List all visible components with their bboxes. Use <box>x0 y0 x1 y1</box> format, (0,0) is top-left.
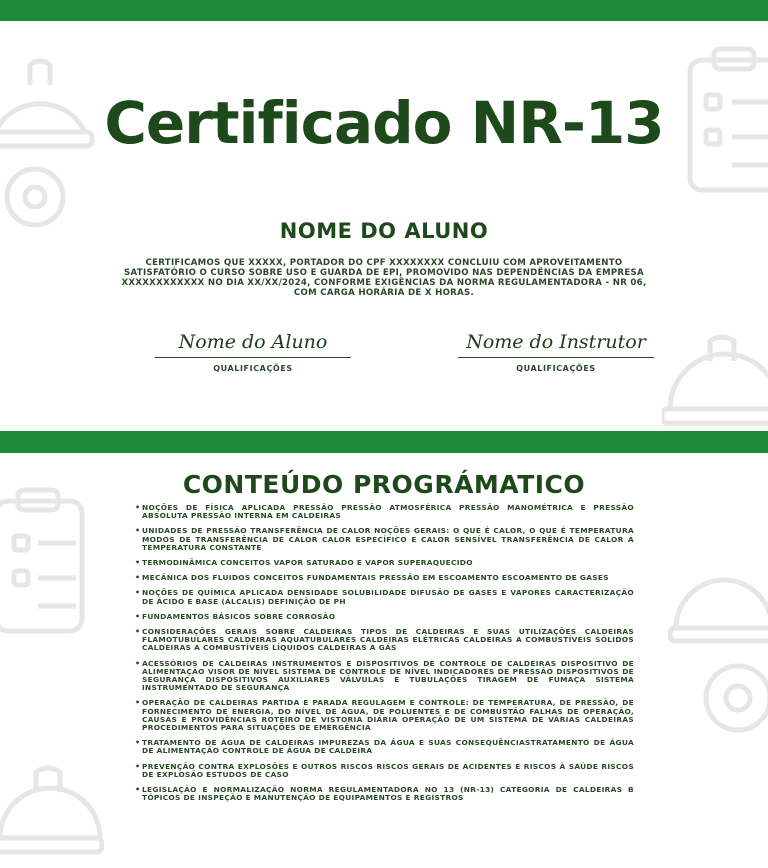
program-content-title: CONTEÚDO PROGRÁMATICO <box>182 470 586 499</box>
clipboard-checklist-icon <box>0 486 87 636</box>
top-green-bar <box>0 0 768 21</box>
middle-green-bar <box>0 431 768 453</box>
student-signature-block <box>155 329 351 373</box>
topics-list <box>142 504 634 809</box>
list-item: • OPERAÇÃO DE CALDEIRAS PARTIDA E PARADA REGULAGEM E CONTROLE: DE TEMPERATURA, DE PRESSÃO, DE FORNECIMENTO DE ENERGIA, DO NÍVEL DE ÁGUA, DE POLUENTES E DE COMBUSTÃO FALHAS DE OPERAÇÃO, CAUSAS E PROVIDÊNCIAS ROTEIRO DE VISTORIA DIÁRIA OPERAÇÃO DE UM SISTEMA DE VÁRIAS CALDEIRAS PROCEDIMENTOS PARA SITUAÇÕES DE EMERGÊNCIA <box>142 699 634 732</box>
gear-hard-hat-icon <box>668 568 768 743</box>
list-item: • CONSIDERAÇÕES GERAIS SOBRE CALDEIRAS TIPOS DE CALDEIRAS E SUAS UTILIZAÇÕES CALDEIRAS FLAMOTUBULARES CALDEIRAS AQUATUBULARES CALDEIRAS ELÉTRICAS CALDEIRAS A COMBUSTÍVEIS SÓLIDOS CALDEIRAS A COMBUSTÍVEIS LÍQUIDOS CALDEIRAS A GÁS <box>142 628 634 653</box>
list-item: • NOÇÕES DE FÍSICA APLICADA PRESSÃO PRESSÃO ATMOSFÉRICA PRESSÃO MANOMÉTRICA E PRESSÃO ABSOLUTA PRESSÃO INTERNA EM CALDEIRAS <box>142 504 634 520</box>
signature-line <box>155 357 351 358</box>
certificate-body: CERTIFICAMOS QUE XXXXX, PORTADOR DO CPF XXXXXXXX CONCLUIU COM APROVEITAMENTO SATISFATÓRIO O CURSO SOBRE USO E GUARDA DE EPI, PROMOVIDO NAS DEPENDÊNCIAS DA EMPRESA XXXXXXXXXXXX NO DIA XX/XX/2024, CONFORME EXIGÊNCIAS DA NORMA REGULAMENTADORA - NR 06, COM CARGA HORÁRIA DE X HORAS. <box>121 258 647 298</box>
list-item: • TRATAMENTO DE ÁGUA DE CALDEIRAS IMPUREZAS DA ÁGUA E SUAS CONSEQUÊNCIASTRATAMENTO DE ÁGUA DE ALIMENTAÇÃO CONTROLE DE ÁGUA DE CALDEIRA <box>142 739 634 755</box>
certificate-page <box>0 21 768 431</box>
list-item: • TERMODINÂMICA CONCEITOS VAPOR SATURADO E VAPOR SUPERAQUECIDO <box>142 559 634 567</box>
instructor-signature-block <box>458 329 654 373</box>
list-item: • PREVENÇÃO CONTRA EXPLOSÕES E OUTROS RISCOS RISCOS GERAIS DE ACIDENTES E RISCOS À SAÚDE RISCOS DE EXPLOSÃO ESTUDOS DE CASO <box>142 763 634 779</box>
instructor-qualifications-label: QUALIFICAÇÕES <box>516 364 596 373</box>
student-qualifications-label: QUALIFICAÇÕES <box>213 364 293 373</box>
list-item: • MECÂNICA DOS FLUIDOS CONCEITOS FUNDAMENTAIS PRESSÃO EM ESCOAMENTO ESCOAMENTO DE GASES <box>142 574 634 582</box>
list-item: • ACESSÓRIOS DE CALDEIRAS INSTRUMENTOS E DISPOSITIVOS DE CONTROLE DE CALDEIRAS DISPOSITIVO DE ALIMENTAÇÃO VISOR DE NÍVEL SISTEMA DE CONTROLE DE NÍVEL INDICADORES DE PRESSÃO DISPOSITIVOS DE SEGURANÇA DISPOSITIVOS AUXILIARES VÁLVULAS E TUBULAÇÕES TIRAGEM DE FUMAÇA SISTEMA INSTRUMENTADO DE SEGURANÇA <box>142 660 634 693</box>
list-item: • UNIDADES DE PRESSÃO TRANSFERÊNCIA DE CALOR NOÇÕES GERAIS: O QUE É CALOR, O QUE É TEMPERATURA MODOS DE TRANSFERÊNCIA DE CALOR CALOR ESPECÍFICO E CALOR SENSÍVEL TRANSFERÊNCIA DE CALOR A TEMPERATURA CONSTANTE <box>142 527 634 552</box>
list-item: • LEGISLAÇÃO E NORMALIZAÇÃO NORMA REGULAMENTADORA NO 13 (NR-13) CATEGORIA DE CALDEIRAS B TÓPICOS DE INSPEÇÃO E MANUTENÇÃO DE EQUIPAMENTOS E REGISTROS <box>142 786 634 802</box>
student-signature: Nome do Aluno <box>178 331 328 353</box>
student-name: NOME DO ALUNO <box>279 219 489 243</box>
hard-hat-icon <box>662 329 768 429</box>
signature-line <box>458 357 654 358</box>
certificate-title: Certificado NR-13 <box>104 89 664 157</box>
list-item: • FUNDAMENTOS BÁSICOS SOBRE CORROSÃO <box>142 613 634 621</box>
instructor-signature: Nome do Instrutor <box>466 331 646 353</box>
list-item: • NOÇÕES DE QUÍMICA APLICADA DENSIDADE SOLUBILIDADE DIFUSÃO DE GASES E VAPORES CARACTERIZAÇÃO DE ÁCIDO E BASE (ÁLCALIS) DEFINIÇÃO DE PH <box>142 589 634 605</box>
hard-hat-icon <box>0 758 104 868</box>
